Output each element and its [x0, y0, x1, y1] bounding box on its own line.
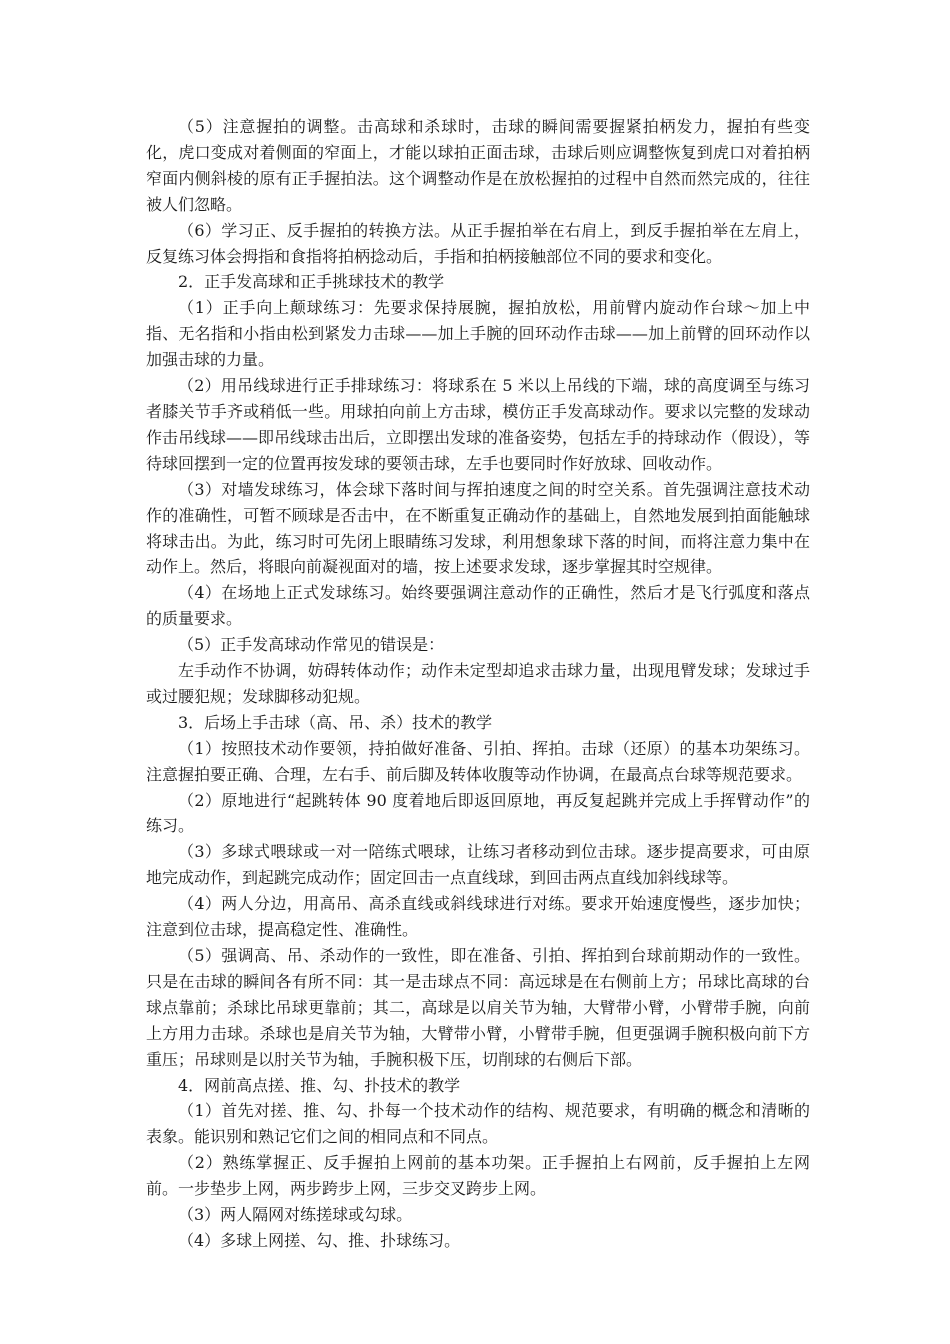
section-heading-net-play: 4．网前高点搓、推、勾、扑技术的教学 — [178, 1075, 461, 1095]
section-heading-rear-court: 3．后场上手击球（高、吊、杀）技术的教学 — [178, 712, 493, 732]
paragraph-grip-adjustment: （5）注意握拍的调整。击高球和杀球时，击球的瞬间需要握紧拍柄发力，握拍有些变化，虎口变成对着侧面的窄面上，才能以球拍正面击球，击球后则应调整恢复到虎口对着拍柄窄面内侧斜棱的原有正手握拍法。这个调整动作是在放松握拍的过程中自然而然完成的，往往被人们忽略。 — [146, 117, 810, 214]
paragraph-grip-switching: （6）学习正、反手握拍的转换方法。从正手握拍举在右肩上，到反手握拍举在左肩上，反复练习体会拇指和食指将拍柄捻动后，手指和拍柄接触部位不同的要求和变化。 — [146, 220, 810, 266]
paragraph-basic-form-practice: （1）按照技术动作要领，持拍做好准备、引拍、挥拍。击球（还原）的基本功架练习。注意握拍要正确、合理，左右手、前后脚及转体收腹等动作协调，在最高点台球等规范要求。 — [146, 738, 810, 784]
paragraph-net-multi-ball: （4）多球上网搓、勾、推、扑球练习。 — [178, 1230, 461, 1250]
paragraph-hanging-ball-practice: （2）用吊线球进行正手排球练习：将球系在 5 米以上吊线的下端，球的高度调至与练习者膝关节手齐或稍低一些。用球拍向前上方击球，模仿正手发高球动作。要求以完整的发球动作击吊线球——即吊线球击出后，立即摆出发球的准备姿势，包括左手的持球动作（假设），等待球回摆到一定的位置再按发球的要领击球，左手也要同时作好放球、回收动作。 — [146, 376, 811, 473]
document-body — [146, 114, 810, 1254]
paragraph-jump-turn-practice: （2）原地进行“起跳转体 90 度着地后即返回原地，再反复起跳并完成上手挥臂动作”的练习。 — [146, 790, 810, 836]
paragraph-net-concepts: （1）首先对搓、推、勾、扑每一个技术动作的结构、规范要求，有明确的概念和清晰的表象。能识别和熟记它们之间的相同点和不同点。 — [146, 1101, 810, 1147]
paragraph-consistency: （5）强调高、吊、杀动作的一致性，即在准备、引拍、挥拍到台球前期动作的一致性。只是在击球的瞬间各有所不同：其一是击球点不同：高远球是在右侧前上方；吊球比高球的台球点靠前；杀球比吊球更靠前；其二，高球是以肩关节为轴，大臂带小臂，小臂带手腕，向前上方用力击球。杀球也是肩关节为轴，大臂带小臂，小臂带手腕，但更强调手腕积极向前下方重压；吊球则是以肘关节为轴，手腕积极下压，切削球的右侧后下部。 — [146, 946, 810, 1069]
paragraph-wall-serve-practice: （3）对墙发球练习，体会球下落时间与挥拍速度之间的时空关系。首先强调注意技术动作的准确性，可暂不顾球是否击中，在不断重复正确动作的基础上，自然地发展到拍面能触球将球击出。为此，练习时可先闭上眼睛练习发球，利用想象球下落的时间，而将注意力集中在动作上。然后，将眼向前凝视面对的墙，按上述要求发球，逐步掌握其时空规律。 — [146, 479, 810, 577]
paragraph-pair-practice: （4）两人分边，用高吊、高杀直线或斜线球进行对练。要求开始速度慢些，逐步加快；注意到位击球，提高稳定性、准确性。 — [146, 894, 810, 940]
section-heading-forehand-serve: 2．正手发高球和正手挑球技术的教学 — [178, 272, 445, 292]
paragraph-net-footwork: （2）熟练掌握正、反手握拍上网前的基本功架。正手握拍上右网前，反手握拍上左网前。一步垫步上网，两步跨步上网，三步交叉跨步上网。 — [146, 1153, 810, 1199]
paragraph-court-serve-practice: （4）在场地上正式发球练习。始终要强调注意动作的正确性，然后才是飞行弧度和落点的质量要求。 — [146, 583, 810, 629]
paragraph-bounce-practice: （1）正手向上颠球练习：先要求保持展腕，握拍放松，用前臂内旋动作台球～加上中指、无名指和小指由松到紧发力击球——加上手腕的回环动作击球——加上前臂的回环动作以加强击球的力量。 — [146, 298, 810, 370]
paragraph-common-errors: 左手动作不协调，妨碍转体动作；动作未定型却追求击球力量，出现甩臂发球；发球过手或过腰犯规；发球脚移动犯规。 — [146, 661, 810, 706]
paragraph-net-pair-practice: （3）两人隔网对练搓球或勾球。 — [178, 1205, 413, 1225]
paragraph-multi-ball-feeding: （3）多球式喂球或一对一陪练式喂球，让练习者移动到位击球。逐步提高要求，可由原地完成动作，到起跳完成动作；固定回击一点直线球，到回击两点直线加斜线球等。 — [146, 842, 810, 888]
paragraph-common-errors-intro: （5）正手发高球动作常见的错误是： — [178, 635, 445, 655]
